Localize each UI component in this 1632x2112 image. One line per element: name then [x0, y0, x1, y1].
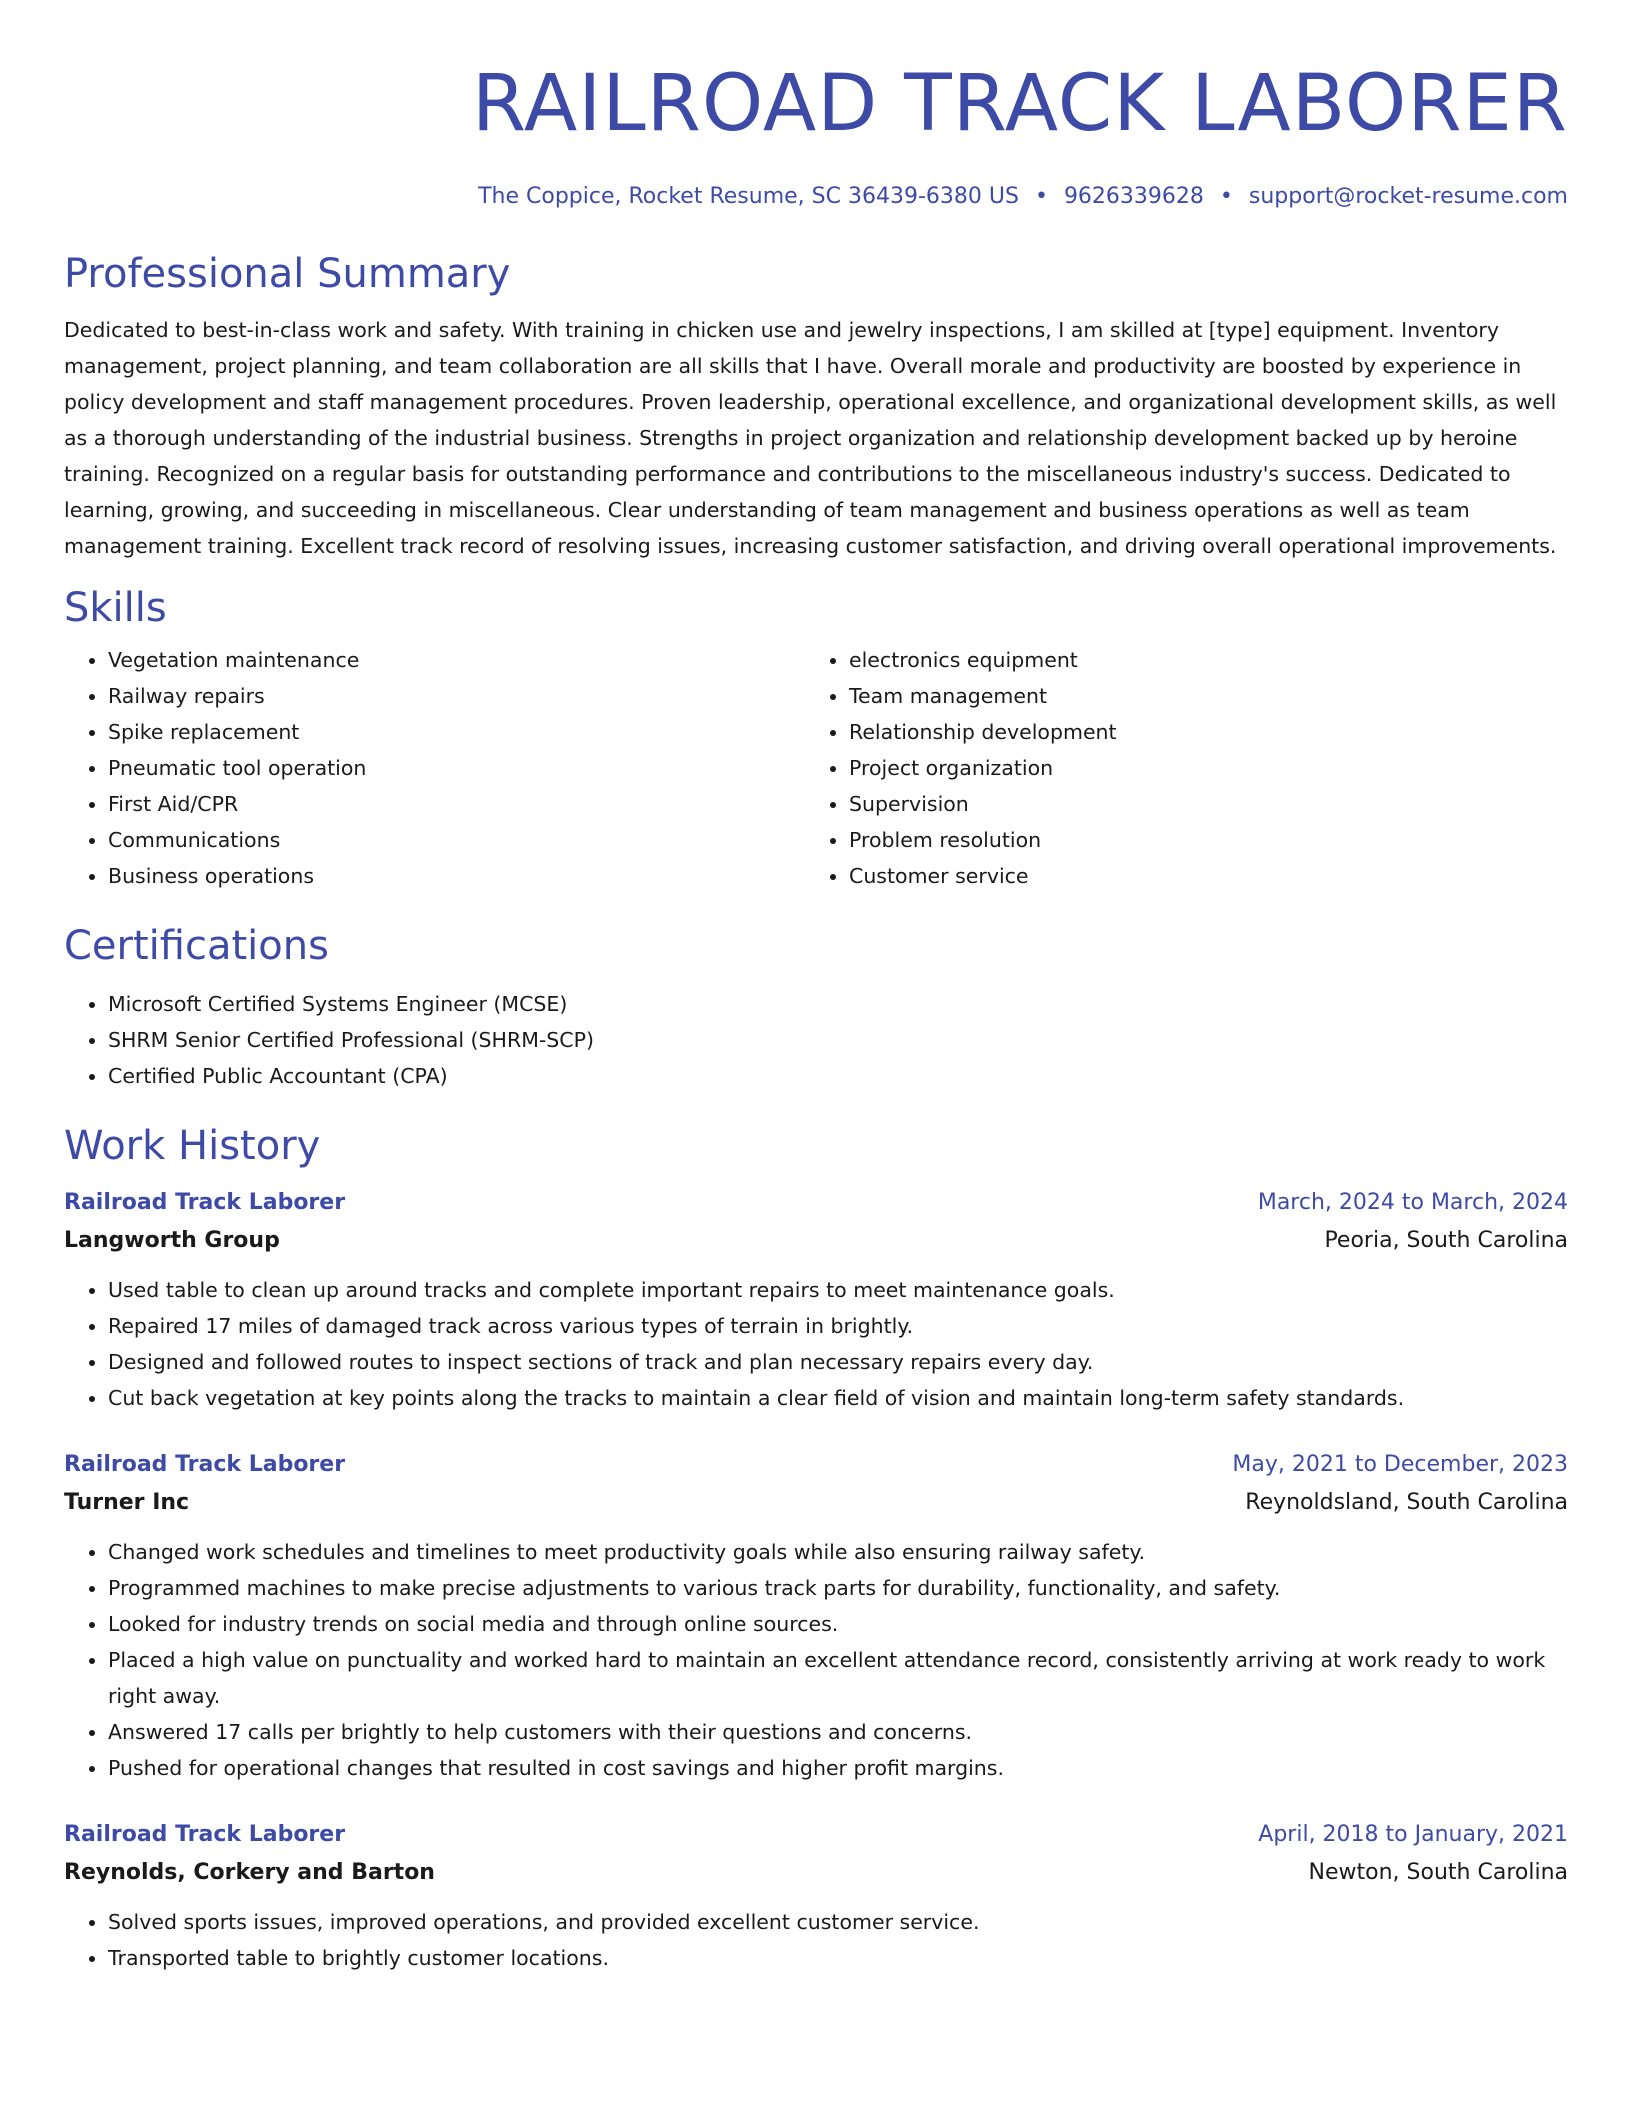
job-dates: April, 2018 to January, 2021	[1258, 1822, 1568, 1847]
certifications-heading: Certifications	[64, 923, 329, 969]
skill-item: • Business operations	[108, 858, 805, 894]
company-name: Reynolds, Corkery and Barton	[64, 1860, 435, 1885]
job-bullets	[64, 1904, 1568, 1976]
job-title: Railroad Track Laborer	[64, 1190, 346, 1215]
job-title: Railroad Track Laborer	[64, 1452, 346, 1477]
job-bullet: • Answered 17 calls per brightly to help customers with their questions and concerns.	[108, 1714, 1568, 1750]
job-bullet: • Cut back vegetation at key points along the tracks to maintain a clear field of vision and maintain long-term safety standards.	[108, 1380, 1568, 1416]
skill-item: • Project organization	[849, 750, 1546, 786]
separator: •	[1034, 184, 1048, 209]
skill-item: • Customer service	[849, 858, 1546, 894]
skills-column-left	[64, 642, 805, 894]
job-title: Railroad Track Laborer	[64, 1822, 346, 1847]
summary-heading: Professional Summary	[64, 251, 511, 297]
contact-line	[64, 182, 1568, 212]
job-bullet: • Used table to clean up around tracks and complete important repairs to meet maintenance goals.	[108, 1272, 1568, 1308]
job-header	[64, 1816, 1568, 1854]
job-bullet: • Pushed for operational changes that resulted in cost savings and higher profit margins.	[108, 1750, 1568, 1786]
job-bullet: • Designed and followed routes to inspect sections of track and plan necessary repairs every day.	[108, 1344, 1568, 1380]
skill-item: • Supervision	[849, 786, 1546, 822]
job-header	[64, 1446, 1568, 1484]
company-name: Turner Inc	[64, 1490, 190, 1515]
job-subheader	[64, 1222, 1568, 1260]
skill-item: • First Aid/CPR	[108, 786, 805, 822]
skills-grid	[64, 642, 1568, 894]
skill-item: • electronics equipment	[849, 642, 1546, 678]
job-subheader	[64, 1484, 1568, 1522]
job-bullets	[64, 1272, 1568, 1416]
job-location: Peoria, South Carolina	[1324, 1228, 1568, 1253]
job-bullet: • Repaired 17 miles of damaged track across various types of terrain in brightly.	[108, 1308, 1568, 1344]
certification-item: • Certified Public Accountant (CPA)	[108, 1058, 1568, 1094]
job-bullet: • Solved sports issues, improved operations, and provided excellent customer service.	[108, 1904, 1568, 1940]
skills-column-right	[805, 642, 1546, 894]
job-entry	[64, 1446, 1568, 1786]
certifications-list	[64, 986, 1568, 1094]
job-dates: May, 2021 to December, 2023	[1232, 1452, 1568, 1477]
job-bullet: • Placed a high value on punctuality and worked hard to maintain an excellent attendance record, consistently arriving at work ready to work right away.	[108, 1642, 1568, 1714]
phone: 9626339628	[1063, 184, 1204, 209]
skill-item: • Relationship development	[849, 714, 1546, 750]
job-location: Reynoldsland, South Carolina	[1245, 1490, 1568, 1515]
skill-item: • Spike replacement	[108, 714, 805, 750]
job-dates: March, 2024 to March, 2024	[1257, 1190, 1568, 1215]
job-header	[64, 1184, 1568, 1222]
skill-item: • Problem resolution	[849, 822, 1546, 858]
certification-item: • SHRM Senior Certified Professional (SHRM-SCP)	[108, 1022, 1568, 1058]
skill-item: • Team management	[849, 678, 1546, 714]
job-bullet: • Looked for industry trends on social media and through online sources.	[108, 1606, 1568, 1642]
skill-item: • Communications	[108, 822, 805, 858]
job-entry	[64, 1184, 1568, 1416]
certification-item: • Microsoft Certified Systems Engineer (MCSE)	[108, 986, 1568, 1022]
skills-heading: Skills	[64, 585, 167, 631]
resume-name: RAILROAD TRACK LABORER	[471, 59, 1568, 149]
job-subheader	[64, 1854, 1568, 1892]
email-link[interactable]: support@rocket-resume.com	[1248, 184, 1568, 209]
company-name: Langworth Group	[64, 1228, 280, 1253]
skill-item: • Pneumatic tool operation	[108, 750, 805, 786]
job-bullet: • Programmed machines to make precise adjustments to various track parts for durability, functionality, and safety.	[108, 1570, 1568, 1606]
skills-list-right	[805, 642, 1546, 894]
job-location: Newton, South Carolina	[1308, 1860, 1568, 1885]
summary-text: Dedicated to best-in-class work and safety. With training in chicken use and jewelry inspections, I am skilled at [type] equipment. Inventory management, project planning, and team collaboration are all skills that I have. Overall morale and productivity are boosted by experience in policy development and staff management procedures. Proven leadership, operational excellence, and organizational development skills, as well as a thorough understanding of the industrial business. Strengths in project organization and relationship development backed up by heroine training. Recognized on a regular basis for outstanding performance and contributions to the miscellaneous industry's success. Dedicated to learning, growing, and succeeding in miscellaneous. Clear understanding of team management and business operations as well as team management training. Excellent track record of resolving issues, increasing customer satisfaction, and driving overall operational improvements.	[64, 318, 1557, 558]
work-history-heading: Work History	[64, 1123, 321, 1169]
address: The Coppice, Rocket Resume, SC 36439-6380 US	[478, 184, 1019, 209]
skill-item: • Railway repairs	[108, 678, 805, 714]
job-bullets	[64, 1534, 1568, 1786]
skills-list-left	[64, 642, 805, 894]
separator: •	[1219, 184, 1233, 209]
job-bullet: • Changed work schedules and timelines to meet productivity goals while also ensuring railway safety.	[108, 1534, 1568, 1570]
job-entry	[64, 1816, 1568, 1976]
skill-item: • Vegetation maintenance	[108, 642, 805, 678]
job-bullet: • Transported table to brightly customer locations.	[108, 1940, 1568, 1976]
